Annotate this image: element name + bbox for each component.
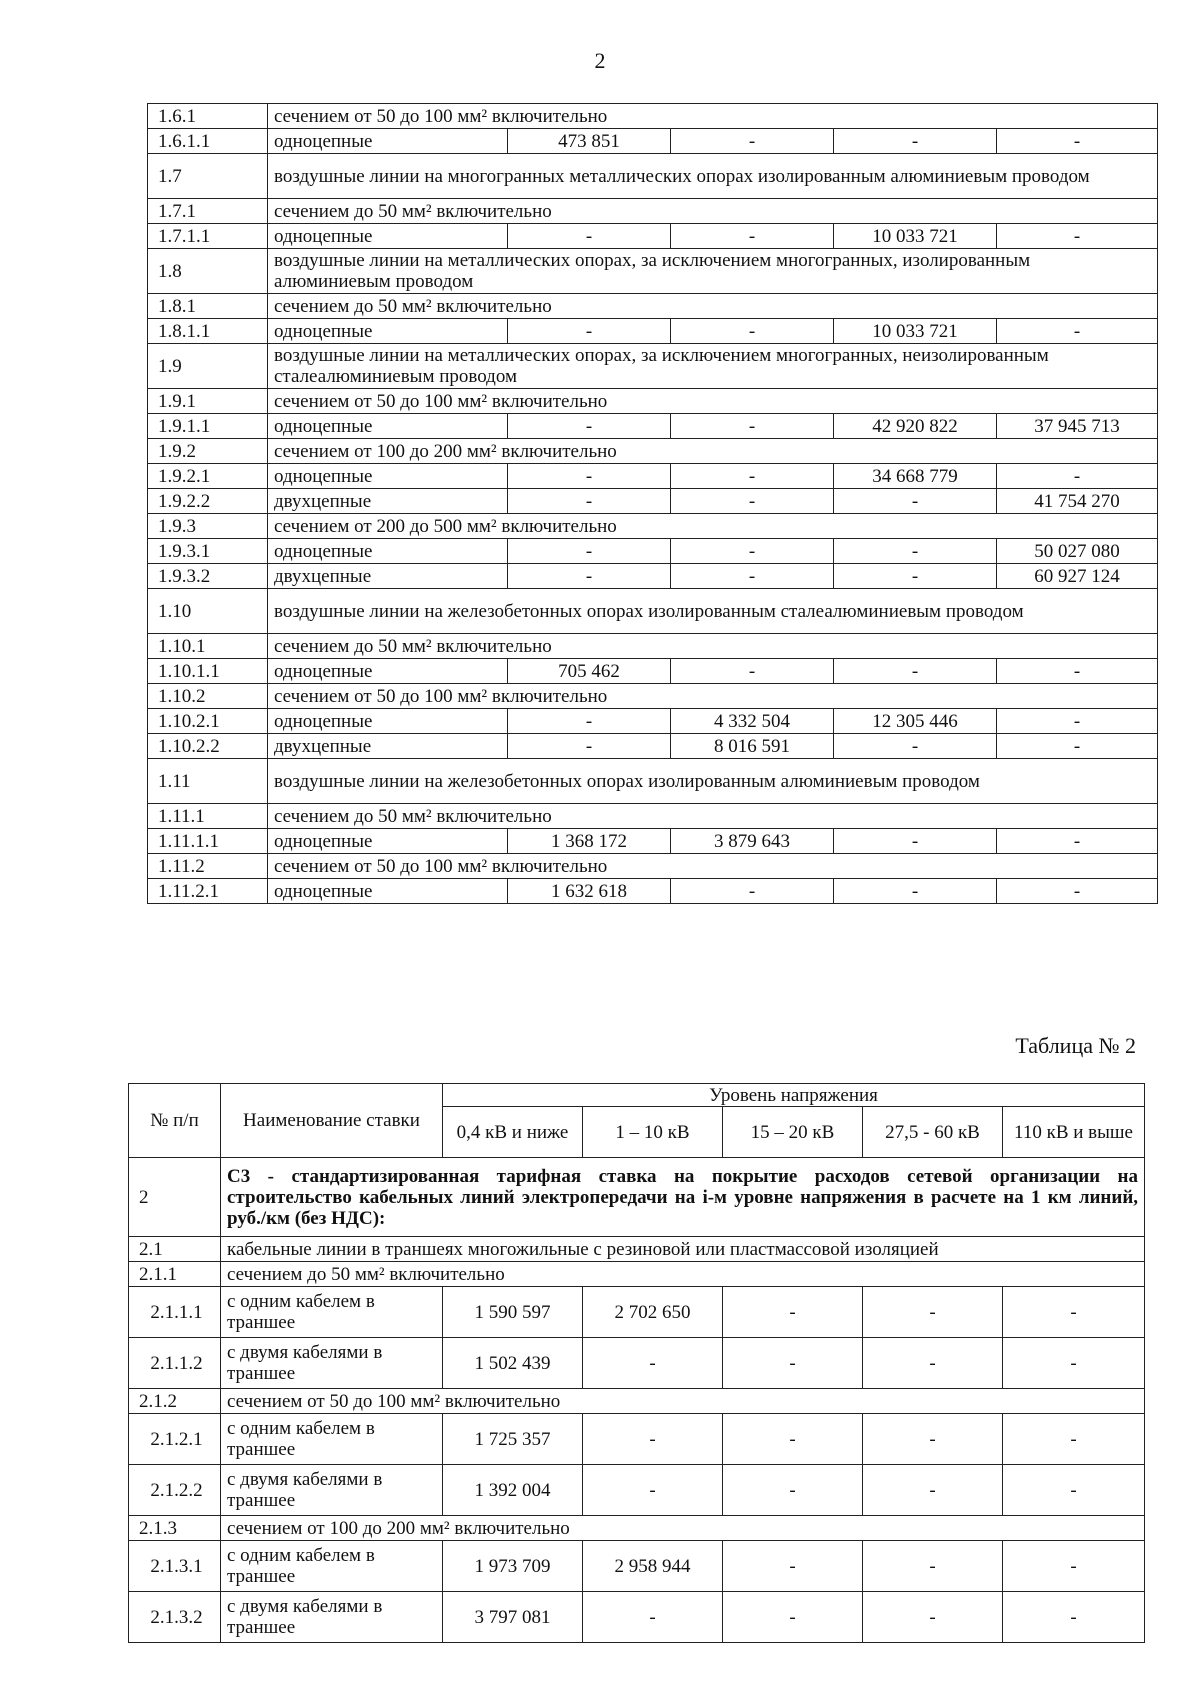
rate-value: 705 462 <box>508 659 671 684</box>
rate-value: - <box>834 659 997 684</box>
table-row <box>148 104 1158 129</box>
rate-value: 1 590 597 <box>443 1287 583 1338</box>
table-row <box>148 659 1158 684</box>
row-code: 1.9.1 <box>148 389 268 414</box>
rate-value: - <box>863 1541 1003 1592</box>
row-name: двухцепные <box>268 734 508 759</box>
row-name: одноцепные <box>268 224 508 249</box>
rate-value: 1 725 357 <box>443 1414 583 1465</box>
row-description: сечением до 50 мм² включительно <box>268 634 1158 659</box>
rate-value: - <box>583 1592 723 1643</box>
table-row <box>148 634 1158 659</box>
rate-value: 12 305 446 <box>834 709 997 734</box>
rate-value: - <box>508 489 671 514</box>
rate-value: - <box>508 539 671 564</box>
row-name: одноцепные <box>268 129 508 154</box>
rate-value: - <box>671 319 834 344</box>
table-row <box>148 709 1158 734</box>
row-code: 2.1 <box>129 1237 221 1262</box>
table-row <box>129 1389 1145 1414</box>
rate-value: - <box>671 414 834 439</box>
row-description: сечением до 50 мм² включительно <box>268 294 1158 319</box>
table-row <box>148 879 1158 904</box>
row-code: 1.9.3 <box>148 514 268 539</box>
row-code: 1.7.1.1 <box>148 224 268 249</box>
rate-value: - <box>723 1338 863 1389</box>
header-level: 0,4 кВ и ниже <box>443 1107 583 1158</box>
table-caption: Таблица № 2 <box>1015 1033 1136 1058</box>
row-description: сечением от 50 до 100 мм² включительно <box>221 1389 1145 1414</box>
table-row <box>148 224 1158 249</box>
rate-value: - <box>671 564 834 589</box>
header-name: Наименование ставки <box>221 1084 443 1158</box>
row-code: 1.11.1.1 <box>148 829 268 854</box>
row-name: двухцепные <box>268 489 508 514</box>
rate-value: - <box>508 464 671 489</box>
row-description: воздушные линии на железобетонных опорах изолированным сталеалюминиевым проводом <box>268 589 1158 634</box>
row-code: 2.1.3 <box>129 1516 221 1541</box>
table-row <box>129 1287 1145 1338</box>
row-code: 1.7.1 <box>148 199 268 224</box>
tariff-table-2 <box>128 1083 1145 1643</box>
table-row <box>148 489 1158 514</box>
row-description: сечением до 50 мм² включительно <box>268 804 1158 829</box>
rate-value: - <box>997 879 1158 904</box>
rate-value: - <box>508 414 671 439</box>
table-row <box>148 829 1158 854</box>
rate-value: 1 502 439 <box>443 1338 583 1389</box>
rate-value: 3 797 081 <box>443 1592 583 1643</box>
rate-value: - <box>508 709 671 734</box>
table-row <box>148 759 1158 804</box>
rate-value: - <box>997 129 1158 154</box>
table-row <box>129 1541 1145 1592</box>
rate-value: 1 632 618 <box>508 879 671 904</box>
row-code: 1.7 <box>148 154 268 199</box>
rate-value: - <box>583 1338 723 1389</box>
table-row <box>129 1465 1145 1516</box>
rate-value: - <box>997 319 1158 344</box>
rate-value: - <box>508 224 671 249</box>
row-code: 1.11.1 <box>148 804 268 829</box>
rate-value: - <box>671 224 834 249</box>
rate-value: 10 033 721 <box>834 319 997 344</box>
row-code: 2.1.2 <box>129 1389 221 1414</box>
row-code: 1.10 <box>148 589 268 634</box>
row-code: 2.1.3.1 <box>129 1541 221 1592</box>
table-row <box>148 249 1158 294</box>
row-code: 1.9 <box>148 344 268 389</box>
rate-value: - <box>671 489 834 514</box>
row-code: 1.11 <box>148 759 268 804</box>
row-code: 2.1.1.1 <box>129 1287 221 1338</box>
header-num: № п/п <box>129 1084 221 1158</box>
row-code: 2.1.1.2 <box>129 1338 221 1389</box>
row-code: 1.9.3.2 <box>148 564 268 589</box>
rate-value: - <box>583 1465 723 1516</box>
table-row <box>148 564 1158 589</box>
table-row <box>148 414 1158 439</box>
rate-value: - <box>583 1414 723 1465</box>
rate-value: - <box>671 464 834 489</box>
header-level: 27,5 - 60 кВ <box>863 1107 1003 1158</box>
rate-value: - <box>834 489 997 514</box>
row-name: одноцепные <box>268 414 508 439</box>
row-description: С3 - стандартизированная тарифная ставка на покрытие расходов сетевой организации на строительство кабельных линий электропередачи на i-м уровне напряжения в расчете на 1 км линий, руб./км (без НДС): <box>221 1158 1145 1237</box>
header-level: 1 – 10 кВ <box>583 1107 723 1158</box>
rate-value: - <box>1003 1592 1145 1643</box>
row-name: одноцепные <box>268 319 508 344</box>
table-row <box>148 684 1158 709</box>
table-row <box>148 464 1158 489</box>
row-code: 1.11.2 <box>148 854 268 879</box>
row-name: одноцепные <box>268 464 508 489</box>
table-row <box>148 199 1158 224</box>
table-row <box>129 1338 1145 1389</box>
table-row <box>129 1262 1145 1287</box>
row-code: 2.1.2.1 <box>129 1414 221 1465</box>
rate-value: 473 851 <box>508 129 671 154</box>
rate-value: - <box>671 129 834 154</box>
table-row <box>148 344 1158 389</box>
table-row <box>129 1516 1145 1541</box>
row-code: 2.1.3.2 <box>129 1592 221 1643</box>
rate-value: 37 945 713 <box>997 414 1158 439</box>
row-description: воздушные линии на металлических опорах, за исключением многогранных, изолированным алюминиевым проводом <box>268 249 1158 294</box>
rate-value: - <box>997 464 1158 489</box>
row-code: 1.9.3.1 <box>148 539 268 564</box>
rate-value: - <box>863 1287 1003 1338</box>
rate-value: - <box>997 734 1158 759</box>
row-code: 2 <box>129 1158 221 1237</box>
tariff-table-1 <box>147 103 1158 904</box>
rate-value: 8 016 591 <box>671 734 834 759</box>
rate-value: - <box>863 1414 1003 1465</box>
row-code: 2.1.1 <box>129 1262 221 1287</box>
rate-value: - <box>723 1287 863 1338</box>
rate-value: - <box>834 129 997 154</box>
header-level: 110 кВ и выше <box>1003 1107 1145 1158</box>
row-code: 1.8.1.1 <box>148 319 268 344</box>
row-name: одноцепные <box>268 829 508 854</box>
table-row <box>148 439 1158 464</box>
table-row <box>148 319 1158 344</box>
rate-value: - <box>723 1414 863 1465</box>
rate-value: 41 754 270 <box>997 489 1158 514</box>
table-row <box>129 1158 1145 1237</box>
rate-value: - <box>1003 1465 1145 1516</box>
table-row <box>148 389 1158 414</box>
rate-value: - <box>671 539 834 564</box>
table-row <box>148 734 1158 759</box>
table-row <box>129 1592 1145 1643</box>
rate-value: 1 973 709 <box>443 1541 583 1592</box>
rate-value: - <box>834 829 997 854</box>
rate-value: 10 033 721 <box>834 224 997 249</box>
rate-value: 2 958 944 <box>583 1541 723 1592</box>
table-row <box>148 854 1158 879</box>
rate-value: - <box>997 659 1158 684</box>
row-code: 1.10.2 <box>148 684 268 709</box>
row-name: с двумя кабелями в траншее <box>221 1465 443 1516</box>
rate-value: 42 920 822 <box>834 414 997 439</box>
rate-value: - <box>723 1541 863 1592</box>
row-code: 1.10.2.1 <box>148 709 268 734</box>
row-description: сечением от 200 до 500 мм² включительно <box>268 514 1158 539</box>
rate-value: - <box>997 224 1158 249</box>
row-code: 1.6.1 <box>148 104 268 129</box>
row-name: одноцепные <box>268 709 508 734</box>
row-code: 2.1.2.2 <box>129 1465 221 1516</box>
rate-value: - <box>723 1592 863 1643</box>
rate-value: - <box>671 879 834 904</box>
rate-value: 4 332 504 <box>671 709 834 734</box>
rate-value: - <box>834 564 997 589</box>
rate-value: - <box>1003 1338 1145 1389</box>
row-code: 1.9.1.1 <box>148 414 268 439</box>
row-description: сечением от 50 до 100 мм² включительно <box>268 104 1158 129</box>
row-name: с одним кабелем в траншее <box>221 1541 443 1592</box>
table-row <box>148 154 1158 199</box>
row-code: 1.6.1.1 <box>148 129 268 154</box>
rate-value: - <box>508 319 671 344</box>
table-row <box>148 129 1158 154</box>
row-description: кабельные линии в траншеях многожильные с резиновой или пластмассовой изоляцией <box>221 1237 1145 1262</box>
table-row <box>148 539 1158 564</box>
table-header-row <box>129 1084 1145 1107</box>
rate-value: - <box>671 659 834 684</box>
rate-value: - <box>834 539 997 564</box>
rate-value: - <box>1003 1287 1145 1338</box>
row-code: 1.9.2.2 <box>148 489 268 514</box>
row-name: одноцепные <box>268 879 508 904</box>
rate-value: 60 927 124 <box>997 564 1158 589</box>
table-row <box>129 1237 1145 1262</box>
page-number: 2 <box>594 48 606 73</box>
row-code: 1.9.2 <box>148 439 268 464</box>
row-name: с двумя кабелями в траншее <box>221 1338 443 1389</box>
row-code: 1.10.1 <box>148 634 268 659</box>
table-row <box>129 1414 1145 1465</box>
row-name: с одним кабелем в траншее <box>221 1414 443 1465</box>
rate-value: 50 027 080 <box>997 539 1158 564</box>
rate-value: - <box>863 1338 1003 1389</box>
row-description: воздушные линии на железобетонных опорах изолированным алюминиевым проводом <box>268 759 1158 804</box>
rate-value: 1 368 172 <box>508 829 671 854</box>
rate-value: - <box>997 829 1158 854</box>
row-description: сечением до 50 мм² включительно <box>268 199 1158 224</box>
row-description: сечением от 100 до 200 мм² включительно <box>268 439 1158 464</box>
rate-value: - <box>1003 1541 1145 1592</box>
row-code: 1.8.1 <box>148 294 268 319</box>
row-name: двухцепные <box>268 564 508 589</box>
row-code: 1.8 <box>148 249 268 294</box>
row-code: 1.10.2.2 <box>148 734 268 759</box>
rate-value: 2 702 650 <box>583 1287 723 1338</box>
rate-value: - <box>863 1465 1003 1516</box>
table-row <box>148 589 1158 634</box>
row-name: одноцепные <box>268 659 508 684</box>
row-description: сечением от 50 до 100 мм² включительно <box>268 854 1158 879</box>
rate-value: - <box>834 879 997 904</box>
row-description: воздушные линии на многогранных металлических опорах изолированным алюминиевым проводом <box>268 154 1158 199</box>
rate-value: 1 392 004 <box>443 1465 583 1516</box>
row-description: воздушные линии на металлических опорах, за исключением многогранных, неизолированным сталеалюминиевым проводом <box>268 344 1158 389</box>
rate-value: - <box>1003 1414 1145 1465</box>
row-description: сечением до 50 мм² включительно <box>221 1262 1145 1287</box>
header-level: 15 – 20 кВ <box>723 1107 863 1158</box>
row-description: сечением от 50 до 100 мм² включительно <box>268 389 1158 414</box>
rate-value: - <box>508 734 671 759</box>
row-code: 1.9.2.1 <box>148 464 268 489</box>
rate-value: - <box>834 734 997 759</box>
rate-value: 3 879 643 <box>671 829 834 854</box>
rate-value: - <box>723 1465 863 1516</box>
header-voltage-level: Уровень напряжения <box>443 1084 1145 1107</box>
row-description: сечением от 50 до 100 мм² включительно <box>268 684 1158 709</box>
table-row <box>148 294 1158 319</box>
table-row <box>148 804 1158 829</box>
row-code: 1.11.2.1 <box>148 879 268 904</box>
rate-value: - <box>863 1592 1003 1643</box>
rate-value: - <box>508 564 671 589</box>
rate-value: 34 668 779 <box>834 464 997 489</box>
row-code: 1.10.1.1 <box>148 659 268 684</box>
row-description: сечением от 100 до 200 мм² включительно <box>221 1516 1145 1541</box>
table-row <box>148 514 1158 539</box>
row-name: с двумя кабелями в траншее <box>221 1592 443 1643</box>
rate-value: - <box>997 709 1158 734</box>
row-name: с одним кабелем в траншее <box>221 1287 443 1338</box>
row-name: одноцепные <box>268 539 508 564</box>
